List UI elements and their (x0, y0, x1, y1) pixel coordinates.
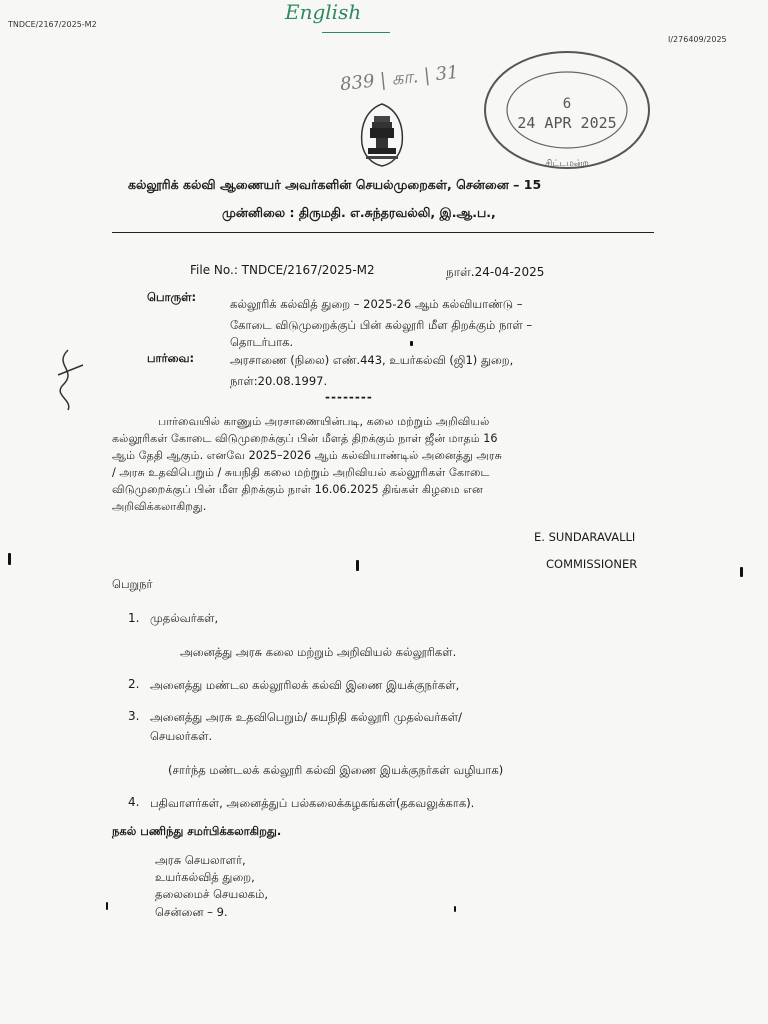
recipient-subtext: (சார்ந்த மண்டலக் கல்லூரி கல்வி இணை இயக்குநர்கள் வழியாக) (168, 763, 504, 777)
body-line: ஆம் தேதி ஆகும். எனவே 2025–2026 ஆம் கல்வியாண்டில் அனைத்து அரசு (112, 449, 502, 462)
recipient-number: 1. (128, 611, 140, 625)
document-date: நாள்.24-04-2025 (446, 265, 545, 279)
recipient-subtext: அனைத்து அரசு கலை மற்றும் அறிவியல் கல்லூரிகள். (180, 645, 457, 659)
recipient-text: பதிவாளர்கள், அனைத்துப் பல்கலைக்கழகங்கள்(தகவலுக்காக). (150, 796, 475, 810)
office-header: கல்லூரிக் கல்வி ஆணையர் அவர்களின் செயல்முறைகள், சென்னை – 15 (128, 177, 542, 192)
header-rule (112, 232, 654, 233)
copy-address-line: அரசு செயலாளர், (155, 853, 246, 867)
scan-mark (454, 906, 456, 912)
scan-mark (8, 553, 11, 565)
receipt-stamp (482, 48, 652, 178)
government-emblem-icon (352, 100, 412, 170)
copy-address-line: தலைமைச் செயலகம், (155, 887, 269, 901)
subject-label: பொருள்: (147, 290, 197, 304)
reference-label: பார்வை: (147, 351, 195, 365)
copy-address-line: சென்னை – 9. (155, 905, 228, 919)
presiding-officer: முன்னிலை : திருமதி. எ.சுந்தரவல்லி, இ.ஆ.ப., (222, 205, 496, 220)
recipient-text: அனைத்து மண்டல கல்லூரிலக் கல்வி இணை இயக்குநர்கள், (150, 678, 460, 692)
handwritten-underline (322, 32, 390, 33)
signatory-title: COMMISSIONER (546, 557, 638, 571)
subject-line: கல்லூரிக் கல்வித் துறை – 2025-26 ஆம் கல்வியாண்டு – (230, 297, 523, 311)
stamp-date-line1: 6 (562, 96, 572, 112)
handwritten-note: English (285, 0, 362, 24)
recipient-text: அனைத்து அரசு உதவிபெறும்/ சுயநிதி கல்லூரி முதல்வர்கள்/ (150, 710, 463, 724)
reference-line: நாள்:20.08.1997. (230, 374, 328, 388)
subject-line: தொடர்பாக. (230, 335, 294, 349)
scan-mark (740, 567, 743, 577)
scan-mark (410, 341, 413, 346)
stamp-date-line2: 24 APR 2025 (517, 114, 617, 132)
copy-address-line: உயர்கல்வித் துறை, (155, 870, 255, 884)
copy-line: நகல் பணிந்து சமர்பிக்கலாகிறது. (112, 824, 282, 838)
subject-line: கோடை விடுமுறைக்குப் பின் கல்லூரி மீள திறக்கும் நாள் – (230, 318, 533, 332)
body-line: / அரசு உதவிபெறும் / சுயநிதி கலை மற்றும் அறிவியல் கல்லூரிகள் கோடை (112, 466, 490, 479)
handwritten-initials-icon (48, 345, 88, 415)
recipient-text: முதல்வர்கள், (150, 611, 219, 625)
body-line: அறிவிக்கலாகிறது. (112, 500, 207, 513)
recipient-number: 2. (128, 677, 140, 691)
signatory-name: E. SUNDARAVALLI (534, 530, 636, 544)
scan-mark (106, 902, 108, 910)
top-right-reference: I/276409/2025 (668, 35, 727, 44)
file-number: File No.: TNDCE/2167/2025-M2 (190, 263, 375, 277)
reference-line: அரசாணை (நிலை) எண்.443, உயர்கல்வி (ஜி1) துறை, (230, 353, 514, 367)
handwritten-number: 839 | கா. | 31 (339, 61, 460, 96)
stamp-footer: சிட்டமன்ற (545, 159, 589, 169)
scan-mark (356, 560, 359, 571)
separator: -------- (325, 390, 373, 404)
recipient-number: 3. (128, 709, 140, 723)
recipient-text-continued: செயலர்கள். (150, 729, 213, 743)
top-left-reference: TNDCE/2167/2025-M2 (8, 20, 97, 29)
body-line: கல்லூரிகள் கோடை விடுமுறைக்குப் பின் மீளத் திறக்கும் நாள் ஜீன் மாதம் 16 (112, 432, 498, 445)
recipient-number: 4. (128, 795, 140, 809)
body-line: விடுமுறைக்குப் பின் மீள திறக்கும் நாள் 16.06.2025 திங்கள் கிழமை என (112, 483, 483, 496)
body-line: பார்வையில் காணும் அரசாணையின்படி, கலை மற்றும் அறிவியல் (158, 415, 490, 428)
recipients-label: பெறுநர் (112, 577, 153, 591)
